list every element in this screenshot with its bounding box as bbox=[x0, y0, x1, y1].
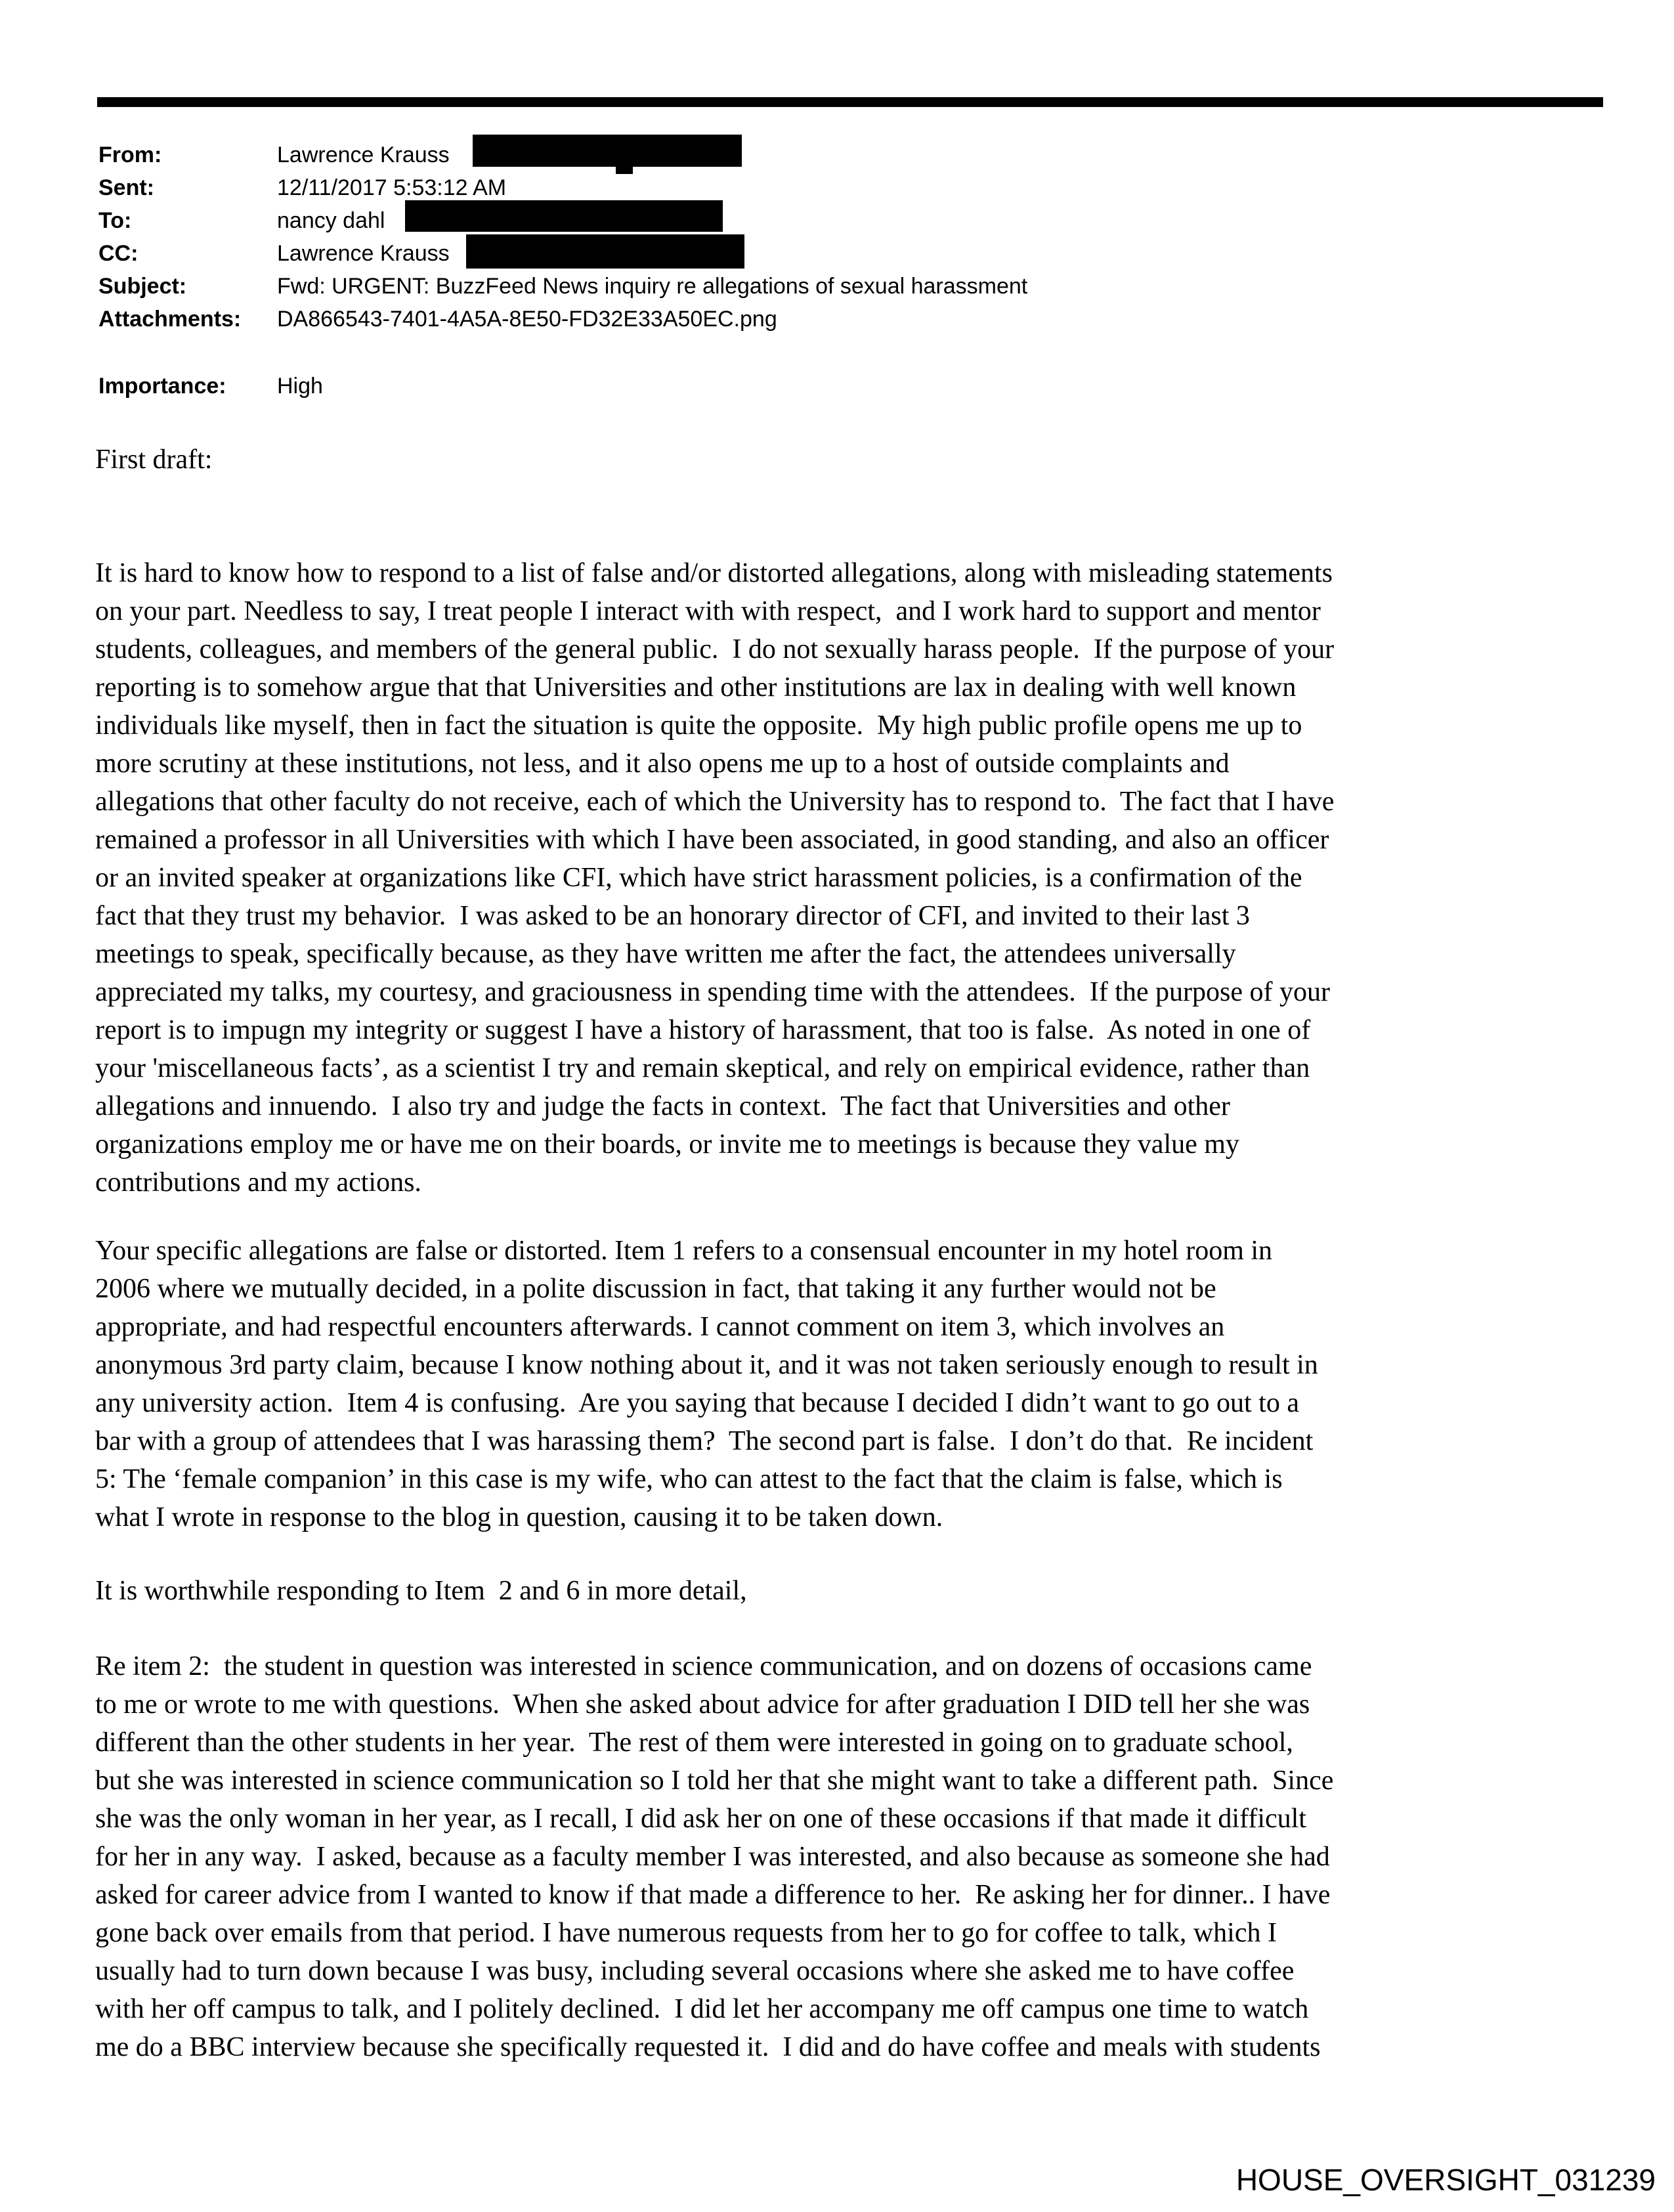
importance-value: High bbox=[277, 374, 323, 399]
text-line: she was the only woman in her year, as I recall, I did ask her on one of these occasions if that made it difficult bbox=[95, 1804, 1306, 1834]
header-row-to bbox=[98, 206, 1608, 235]
to-address-redaction-bar bbox=[405, 200, 723, 232]
text-line: me do a BBC interview because she specifically requested it. I did and do have coffee and meals with students bbox=[95, 2032, 1321, 2062]
text-line: reporting is to somehow argue that that Universities and other institutions are lax in dealing with well known bbox=[95, 672, 1297, 703]
from-address-redaction-tail bbox=[616, 165, 633, 174]
text-line: 5: The ‘female companion’ in this case is my wife, who can attest to the fact that the claim is false, which is bbox=[95, 1464, 1283, 1494]
text-line: Re item 2: the student in question was interested in science communication, and on dozens of occasions came bbox=[95, 1651, 1312, 1681]
to-label: To: bbox=[98, 208, 132, 233]
header-row-sent bbox=[98, 173, 1608, 202]
text-line: to me or wrote to me with questions. When she asked about advice for after graduation I DID tell her she was bbox=[95, 1689, 1310, 1720]
text-line: your 'miscellaneous facts’, as a scientist I try and remain skeptical, and rely on empirical evidence, rather than bbox=[95, 1053, 1310, 1083]
header-row-importance bbox=[98, 372, 1608, 401]
text-line: bar with a group of attendees that I was harassing them? The second part is false. I don’t do that. Re incident bbox=[95, 1426, 1314, 1456]
body-paragraph-4 bbox=[95, 1647, 1625, 2066]
text-line: appropriate, and had respectful encounters afterwards. I cannot comment on item 3, which involves an bbox=[95, 1312, 1225, 1342]
text-line: usually had to turn down because I was busy, including several occasions where she asked me to have coffee bbox=[95, 1956, 1295, 1986]
text-line: gone back over emails from that period. I have numerous requests from her to go for coffee to talk, which I bbox=[95, 1918, 1277, 1948]
text-line: for her in any way. I asked, because as a faculty member I was interested, and also because as someone she had bbox=[95, 1842, 1330, 1872]
text-line: on your part. Needless to say, I treat people I interact with with respect, and I work hard to support and mentor bbox=[95, 596, 1321, 626]
text-line: allegations and innuendo. I also try and judge the facts in context. The fact that Universities and other bbox=[95, 1091, 1230, 1121]
to-value: nancy dahl bbox=[277, 208, 391, 233]
header-row-attachments bbox=[98, 305, 1608, 334]
text-line: students, colleagues, and members of the general public. I do not sexually harass people. If the purpose of your bbox=[95, 634, 1335, 664]
text-line: asked for career advice from I wanted to know if that made a difference to her. Re asking her for dinner.. I have bbox=[95, 1880, 1331, 1910]
cc-value: Lawrence Krauss bbox=[277, 241, 450, 266]
from-label: From: bbox=[98, 142, 162, 167]
subject-label: Subject: bbox=[98, 274, 187, 299]
from-address-redaction-bar bbox=[473, 135, 742, 167]
text-line: 2006 where we mutually decided, in a polite discussion in fact, that taking it any further would not be bbox=[95, 1274, 1216, 1304]
header-row-cc bbox=[98, 239, 1608, 268]
text-line: any university action. Item 4 is confusing. Are you saying that because I decided I didn’t want to go out to a bbox=[95, 1388, 1299, 1418]
text-line: what I wrote in response to the blog in question, causing it to be taken down. bbox=[95, 1502, 943, 1532]
text-line: First draft: bbox=[95, 445, 213, 475]
attachments-label: Attachments: bbox=[98, 307, 242, 332]
text-line: appreciated my talks, my courtesy, and graciousness in spending time with the attendees. If the purpose of your bbox=[95, 977, 1330, 1007]
text-line: organizations employ me or have me on their boards, or invite me to meetings is because they value my bbox=[95, 1129, 1239, 1160]
text-line: remained a professor in all Universities with which I have been associated, in good standing, and also an officer bbox=[95, 825, 1329, 855]
text-line: with her off campus to talk, and I politely declined. I did let her accompany me off campus one time to watch bbox=[95, 1994, 1309, 2024]
text-line: fact that they trust my behavior. I was asked to be an honorary director of CFI, and invited to their last 3 bbox=[95, 901, 1250, 931]
text-line: anonymous 3rd party claim, because I know nothing about it, and it was not taken seriously enough to result in bbox=[95, 1350, 1318, 1380]
text-line: It is hard to know how to respond to a list of false and/or distorted allegations, along with misleading statements bbox=[95, 558, 1333, 588]
body-paragraph-2 bbox=[95, 1232, 1625, 1536]
header-top-rule bbox=[97, 97, 1603, 107]
body-paragraph-3 bbox=[95, 1572, 1625, 1610]
text-line: different than the other students in her year. The rest of them were interested in going on to graduate school, bbox=[95, 1727, 1293, 1758]
importance-label: Importance: bbox=[98, 374, 226, 399]
subject-value: Fwd: URGENT: BuzzFeed News inquiry re allegations of sexual harassment bbox=[277, 274, 1028, 299]
cc-address-redaction-bar bbox=[466, 234, 744, 269]
text-line: more scrutiny at these institutions, not less, and it also opens me up to a host of outside complaints and bbox=[95, 748, 1230, 779]
text-line: individuals like myself, then in fact the situation is quite the opposite. My high public profile opens me up to bbox=[95, 710, 1302, 741]
body-paragraph-1 bbox=[95, 554, 1625, 1202]
text-line: allegations that other faculty do not receive, each of which the University has to respond to. The fact that I have bbox=[95, 787, 1335, 817]
text-line: meetings to speak, specifically because, as they have written me after the fact, the attendees universally bbox=[95, 939, 1236, 969]
text-line: contributions and my actions. bbox=[95, 1167, 421, 1198]
sent-label: Sent: bbox=[98, 175, 154, 200]
header-row-subject bbox=[98, 272, 1608, 301]
from-value: Lawrence Krauss bbox=[277, 142, 456, 167]
text-line: It is worthwhile responding to Item 2 and 6 in more detail, bbox=[95, 1576, 747, 1606]
text-line: report is to impugn my integrity or suggest I have a history of harassment, that too is false. As noted in one of bbox=[95, 1015, 1311, 1045]
text-line: but she was interested in science communication so I told her that she might want to take a different path. Since bbox=[95, 1766, 1334, 1796]
text-line: Your specific allegations are false or distorted. Item 1 refers to a consensual encounter in my hotel room in bbox=[95, 1236, 1273, 1266]
text-line: or an invited speaker at organizations like CFI, which have strict harassment policies, is a confirmation of the bbox=[95, 863, 1302, 893]
first-draft-heading bbox=[95, 441, 1625, 479]
bates-number-stamp: HOUSE_OVERSIGHT_031239 bbox=[1235, 2163, 1656, 2197]
header-row-from bbox=[98, 141, 1608, 169]
cc-label: CC: bbox=[98, 241, 139, 266]
attachments-value: DA866543-7401-4A5A-8E50-FD32E33A50EC.png bbox=[277, 307, 777, 332]
sent-value: 12/11/2017 5:53:12 AM bbox=[277, 175, 507, 200]
